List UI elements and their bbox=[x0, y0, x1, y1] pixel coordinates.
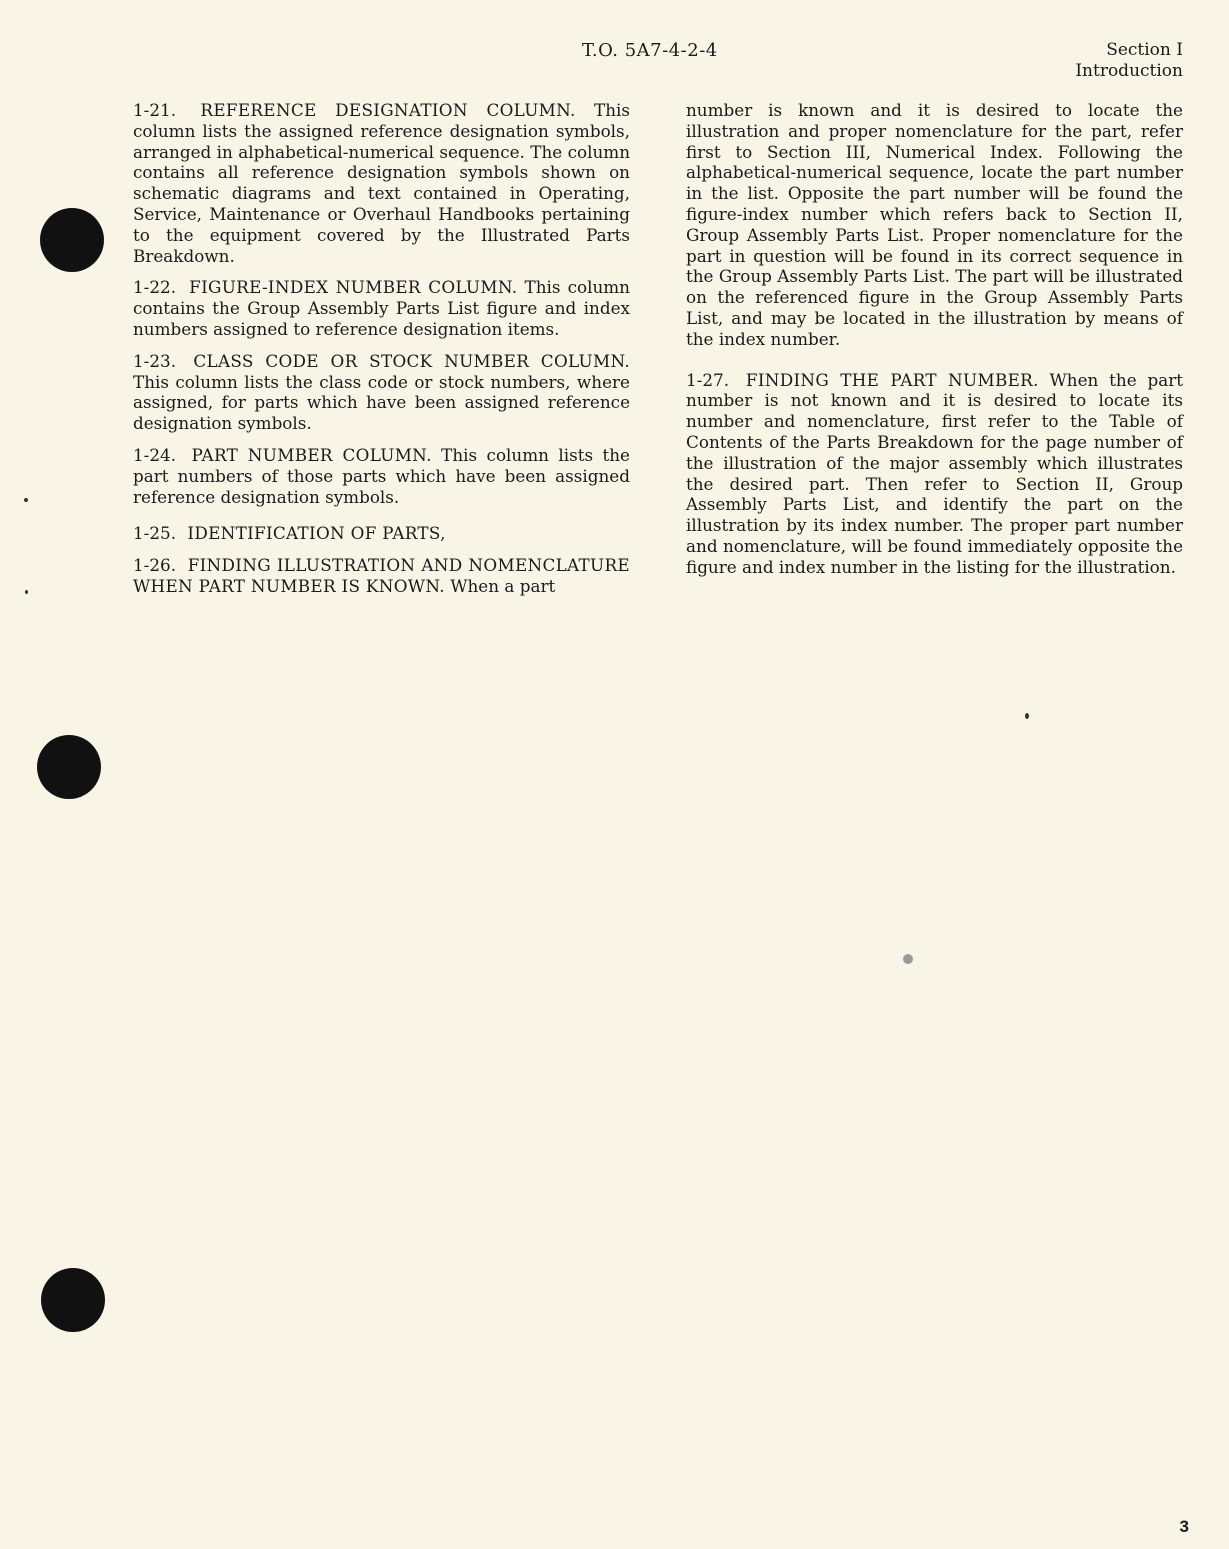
paragraph-number: 1-23. bbox=[133, 350, 177, 371]
paragraph-text: When the part number is not known and it is desired to locate its number and nomenclature, first refer to the Table of Contents of the Parts Breakdown for the page number of the illustration of the major assembly which illustrates the desired part. Then refer to Section II, Group Assembly Parts List, and identify the part on the illustration by its index number. The proper part number and nomenclature, will be found immediately opposite the figure and index number in the listing for the illustration. bbox=[686, 369, 1183, 577]
paragraph-heading: REFERENCE DESIGNATION COLUMN. bbox=[200, 100, 576, 120]
scan-speck bbox=[903, 954, 913, 964]
paragraph bbox=[133, 445, 630, 507]
paragraph bbox=[686, 100, 1183, 350]
paragraph-number: 1-24. bbox=[133, 444, 177, 465]
document-number: T.O. 5A7-4-2-4 bbox=[582, 40, 718, 61]
paragraph-heading: IDENTIFICATION OF PARTS, bbox=[187, 523, 446, 544]
binder-hole bbox=[37, 735, 101, 799]
scan-speck bbox=[24, 498, 28, 502]
scan-speck bbox=[25, 590, 28, 594]
paragraph-heading: FINDING ILLUSTRATION AND NOMENCLATURE WHEN PART NUMBER IS KNOWN. bbox=[133, 555, 630, 596]
paragraph-text: This column lists the assigned reference designation symbols, arranged in alphabetical-numerical sequence. The column contains all reference designation symbols shown on schematic diagrams and text contained in Operating, Service, Maintenance or Overhaul Handbooks pertaining to the equipment covered by the Illustrated Parts Breakdown. bbox=[133, 100, 630, 266]
paragraph bbox=[133, 523, 630, 544]
paragraph-number: 1-25. bbox=[133, 523, 177, 544]
paragraph-number: 1-27. bbox=[686, 369, 730, 390]
paragraph-text: This column contains the Group Assembly Parts List figure and index numbers assigned to reference designation items. bbox=[133, 277, 630, 339]
section-header bbox=[1075, 40, 1183, 82]
page-number: 3 bbox=[1179, 1517, 1189, 1536]
binder-hole bbox=[41, 1268, 105, 1332]
binder-hole bbox=[40, 208, 104, 272]
paragraph-text: This column lists the part numbers of those parts which have been assigned reference designation symbols. bbox=[133, 444, 630, 507]
paragraph-heading: PART NUMBER COLUMN. bbox=[191, 444, 432, 465]
paragraph bbox=[133, 277, 630, 339]
paragraph-text: When a part bbox=[450, 575, 556, 596]
paragraph-text: This column lists the class code or stock numbers, where assigned, for parts which have been assigned reference designation symbols. bbox=[133, 371, 630, 434]
left-column bbox=[133, 100, 630, 608]
paragraph-text: number is known and it is desired to locate the illustration and proper nomenclature for the part, refer first to Section III, Numerical Index. Following the alphabetical-numerical sequence, locate the part number in the list. Opposite the part number will be found the figure-index number which refers back to Section II, Group Assembly Parts List. Proper nomenclature for the part in question will be found in its correct sequence in the Group Assembly Parts List. The part will be illustrated on the referenced figure in the Group Assembly Parts List, and may be located in the illustration by means of the index number. bbox=[686, 100, 1183, 349]
paragraph bbox=[133, 555, 630, 597]
right-column bbox=[686, 100, 1183, 589]
paragraph-heading: FINDING THE PART NUMBER. bbox=[745, 369, 1039, 390]
paragraph bbox=[686, 370, 1183, 578]
paragraph bbox=[133, 100, 630, 266]
paragraph-number: 1-22. bbox=[133, 277, 177, 298]
section-label: Section I bbox=[1106, 40, 1183, 60]
section-title: Introduction bbox=[1075, 61, 1183, 81]
paragraph-heading: FIGURE-INDEX NUMBER COLUMN. bbox=[189, 277, 518, 298]
paragraph-heading: CLASS CODE OR STOCK NUMBER COLUMN. bbox=[193, 350, 630, 371]
scan-speck bbox=[1025, 713, 1029, 719]
paragraph-number: 1-26. bbox=[133, 555, 177, 576]
paragraph-number: 1-21. bbox=[133, 100, 177, 120]
paragraph bbox=[133, 351, 630, 434]
